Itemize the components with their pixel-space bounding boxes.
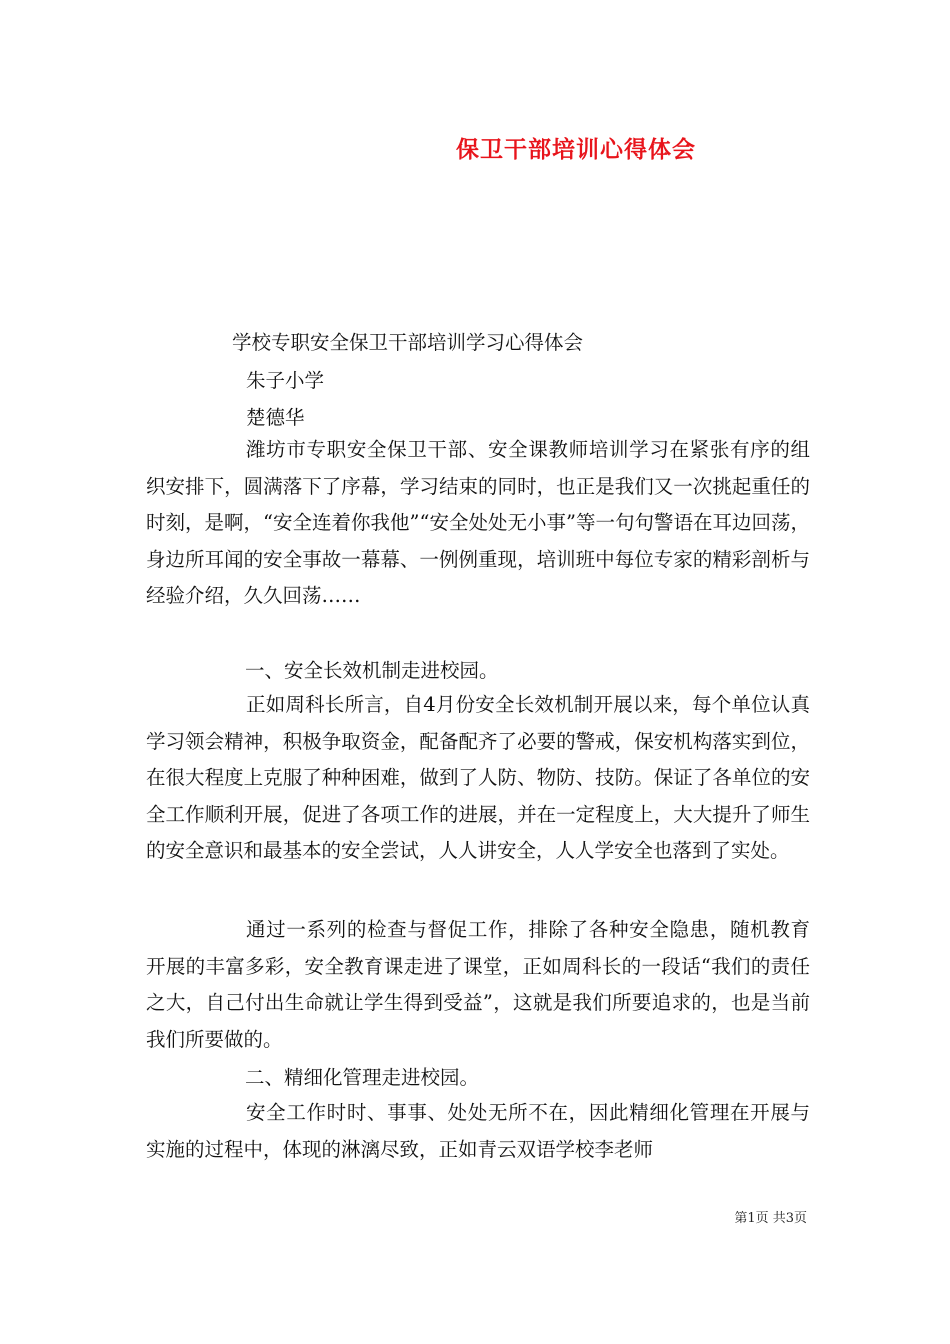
paragraph-intro: 潍坊市专职安全保卫干部、安全课教师培训学习在紧张有序的组织安排下，圆满落下了序幕，学习结束的同时，也正是我们又一次挑起重任的时刻，是啊，“安全连着你我他”“安全处处无小事”等一句句警语在耳边回荡，身边所耳闻的安全事故一幕幕、一例例重现，培训班中每位专家的精彩剖析与经验介绍，久久回荡…… — [146, 438, 810, 607]
document-heading: 学校专职安全保卫干部培训学习心得体会 — [232, 331, 584, 354]
paragraph-section2: 安全工作时时、事事、处处无所不在，因此精细化管理在开展与实施的过程中，体现的淋漓尽致，正如青云双语学校李老师 — [146, 1101, 810, 1161]
section-heading-2: 二、精细化管理走进校园。 — [245, 1066, 480, 1089]
page-footer: 第1页 共3页 — [734, 1211, 807, 1226]
school-name: 朱子小学 — [246, 369, 325, 392]
author-name: 楚德华 — [246, 406, 305, 429]
section-heading-1: 一、安全长效机制走进校园。 — [245, 659, 499, 682]
paragraph-section1-b: 通过一系列的检查与督促工作，排除了各种安全隐患，随机教育开展的丰富多彩，安全教育课走进了课堂，正如周科长的一段话“我们的责任之大，自己付出生命就让学生得到受益”，这就是我们所要追求的，也是当前我们所要做的。 — [146, 918, 810, 1051]
paragraph-section1-a: 正如周科长所言，自4月份安全长效机制开展以来，每个单位认真学习领会精神，积极争取资金，配备配齐了必要的警戒，保安机构落实到位，在很大程度上克服了种种困难，做到了人防、物防、技防。保证了各单位的安全工作顺利开展，促进了各项工作的进展，并在一定程度上，大大提升了师生的安全意识和最基本的安全尝试，人人讲安全，人人学安全也落到了实处。 — [146, 693, 810, 862]
document-title: 保卫干部培训心得体会 — [456, 136, 696, 163]
